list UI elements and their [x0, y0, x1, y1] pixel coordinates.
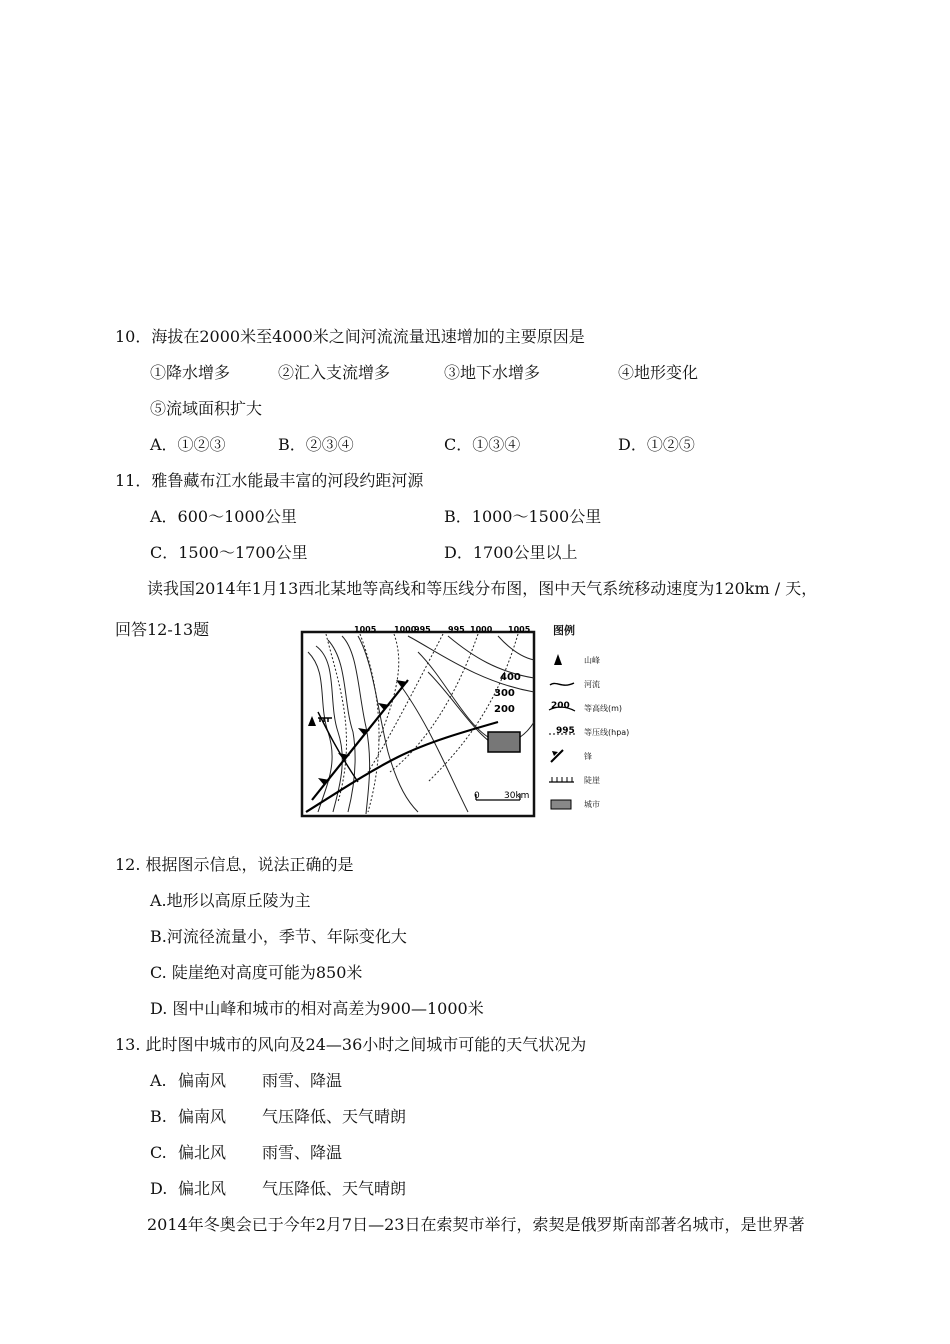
legend-label: 陡崖: [584, 776, 600, 785]
contour-label: 400: [500, 672, 521, 683]
q10-option-b: B．②③④: [278, 435, 354, 454]
legend-item-cliff: [548, 772, 658, 788]
svg-text:200: 200: [551, 701, 570, 711]
legend-item-peak: [548, 652, 658, 668]
contour-label: 300: [494, 688, 515, 699]
scale-label: 30km: [504, 791, 530, 801]
map-city-icon: [488, 732, 520, 752]
q13-option-d-weather: 气压降低、天气晴朗: [262, 1179, 407, 1198]
q13-option-b-letter: B.: [150, 1107, 167, 1126]
peak-icon: [548, 652, 576, 668]
legend-label: 山峰: [584, 656, 600, 665]
intro-line-1: 读我国2014年1月13西北某地等高线和等压线分布图，图中天气系统移动速度为120km / 天，: [147, 579, 818, 598]
legend-item-city: [548, 796, 658, 812]
q10-item-3: ③地下水增多: [444, 363, 541, 382]
isobar-label: 995: [414, 625, 431, 634]
q12-option-a: A.地形以高原丘陵为主: [150, 891, 311, 910]
legend-item-river: [548, 676, 658, 692]
isobar-label: 1000: [394, 625, 417, 634]
isobar-label: 1005: [508, 625, 531, 634]
cliff-icon: [548, 772, 576, 788]
q11-stem: 11．雅鲁藏布江水能最丰富的河段约距河源: [115, 471, 424, 490]
q13-option-c-weather: 雨雪、降温: [262, 1143, 343, 1162]
q13-option-c-letter: C.: [150, 1143, 167, 1162]
q10-item-4: ④地形变化: [618, 363, 699, 382]
q10-option-d: D．①②⑤: [618, 435, 695, 454]
city-icon: [548, 796, 576, 812]
q13-option-a-weather: 雨雪、降温: [262, 1071, 343, 1090]
legend-title: 图例: [553, 624, 575, 637]
scale-zero: 0: [474, 791, 480, 801]
svg-text:995: 995: [556, 726, 575, 736]
isobar-label: 1005: [354, 625, 377, 634]
q12-stem: 12. 根据图示信息，说法正确的是: [115, 855, 354, 874]
isobar-label: 995: [448, 625, 465, 634]
q12-option-b: B.河流径流量小，季节、年际变化大: [150, 927, 407, 946]
intro-line-2: 回答12-13题: [115, 620, 210, 639]
legend-label: 等压线(hpa): [584, 728, 630, 737]
legend-label: 锋: [584, 752, 592, 761]
river-icon: [548, 676, 576, 692]
contour-line-icon: [548, 700, 576, 716]
legend-item-isobar: [548, 724, 658, 740]
q11-option-d: D．1700公里以上: [444, 543, 578, 562]
q10-item-5: ⑤流域面积扩大: [150, 399, 263, 418]
q10-item-2: ②汇入支流增多: [278, 363, 391, 382]
q13-option-a-letter: A.: [150, 1071, 167, 1090]
q12-option-d: D. 图中山峰和城市的相对高差为900—1000米: [150, 999, 484, 1018]
q13-stem: 13. 此时图中城市的风向及24—36小时之间城市可能的天气状况为: [115, 1035, 587, 1054]
legend-label: 等高线(m): [584, 704, 623, 713]
q13-option-a-wind: 偏南风: [178, 1071, 227, 1090]
q11-option-a: A．600～1000公里: [150, 507, 297, 526]
contour-label: 200: [494, 704, 515, 715]
passage-line: 2014年冬奥会已于今年2月7日—23日在索契市举行，索契是俄罗斯南部著名城市，是世界著: [147, 1215, 805, 1234]
map-legend: [548, 622, 658, 822]
q13-option-b-wind: 偏南风: [178, 1107, 227, 1126]
front-icon: [548, 748, 576, 764]
legend-item-contour: [548, 700, 658, 716]
q12-option-c: C. 陡崖绝对高度可能为850米: [150, 963, 363, 982]
q10-stem: 10．海拔在2000米至4000米之间河流流量迅速增加的主要原因是: [115, 327, 585, 346]
legend-label: 河流: [584, 680, 600, 689]
q13-option-c-wind: 偏北风: [178, 1143, 227, 1162]
q13-option-d-wind: 偏北风: [178, 1179, 227, 1198]
q10-option-c: C．①③④: [444, 435, 521, 454]
q10-option-a: A．①②③: [150, 435, 226, 454]
q13-option-d-letter: D.: [150, 1179, 168, 1198]
q11-option-c: C．1500～1700公里: [150, 543, 308, 562]
legend-item-front: [548, 748, 658, 764]
isobar-label: 1000: [470, 625, 493, 634]
isobar-icon: [548, 724, 576, 740]
q13-option-b-weather: 气压降低、天气晴朗: [262, 1107, 407, 1126]
q10-item-1: ①降水增多: [150, 363, 231, 382]
q11-option-b: B．1000～1500公里: [444, 507, 602, 526]
legend-label: 城市: [584, 800, 600, 809]
